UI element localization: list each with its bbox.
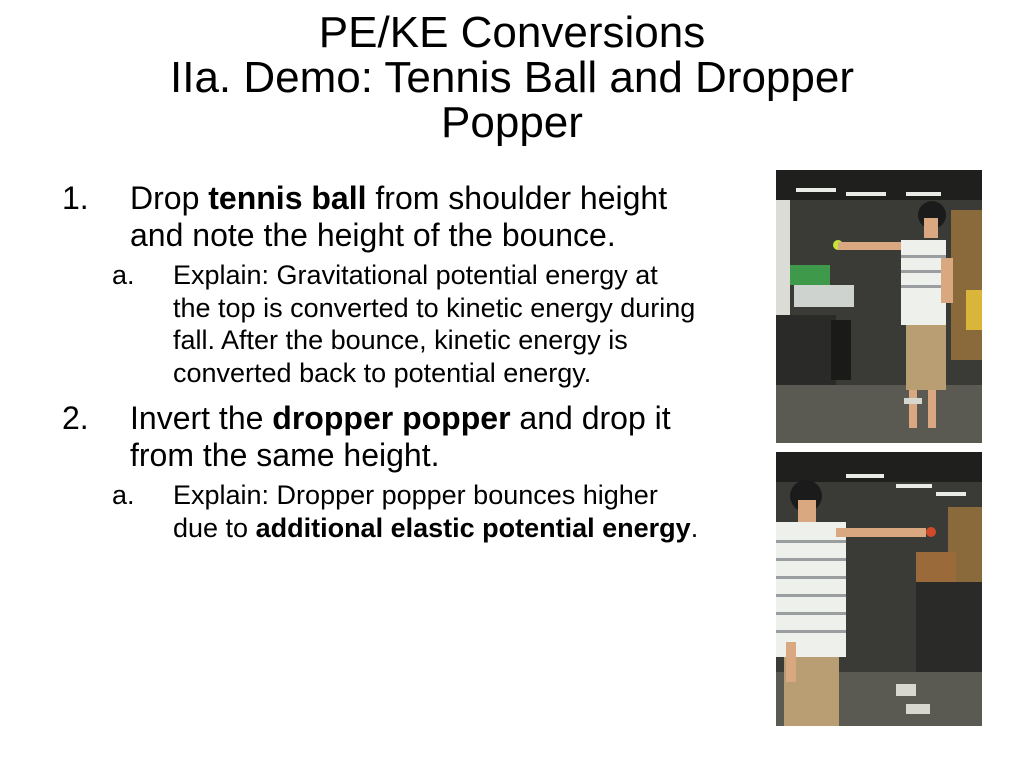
sub-item-2a-post: . xyxy=(690,512,699,543)
item1-text-bold: tennis ball xyxy=(208,180,367,216)
item1-text-pre: Drop xyxy=(130,180,209,216)
title-line-1: PE/KE Conversions xyxy=(318,8,706,57)
item1-text-post: from shoulder height and note the height of the bounce. xyxy=(130,180,668,253)
dropper-popper-photo-image xyxy=(776,452,982,726)
slide-title xyxy=(0,10,1024,145)
sub-item-2a-pre: Explain: Dropper popper bounces higher due to xyxy=(173,480,658,543)
list-number-1: 1. xyxy=(62,180,89,216)
item2-text-bold: dropper popper xyxy=(272,400,511,436)
sub-letter-1a: a. xyxy=(112,260,135,290)
list-number-2: 2. xyxy=(62,400,89,436)
tennis-ball-photo-image xyxy=(776,170,982,443)
list-item-2 xyxy=(60,400,700,474)
title-line-2: IIa. Demo: Tennis Ball and Dropper xyxy=(170,53,854,102)
sub-item-2a xyxy=(60,479,700,544)
item2-text-post: and drop it from the same height. xyxy=(130,400,671,473)
dropper-popper-demo-photo xyxy=(776,452,982,726)
slide-body xyxy=(60,180,700,544)
item2-text-pre: Invert the xyxy=(130,400,273,436)
tennis-ball-demo-photo xyxy=(776,170,982,443)
sub-item-2a-bold: additional elastic potential energy xyxy=(255,512,691,543)
sub-item-1a-text: Explain: Gravitational potential energy at the top is converted to kinetic energy during fall. After the bounce, kinetic energy is converted back to potential energy. xyxy=(173,260,696,388)
sub-item-1a xyxy=(60,259,700,389)
title-line-3: Popper xyxy=(441,98,583,147)
sub-letter-2a: a. xyxy=(112,480,135,510)
list-item-1 xyxy=(60,180,700,254)
